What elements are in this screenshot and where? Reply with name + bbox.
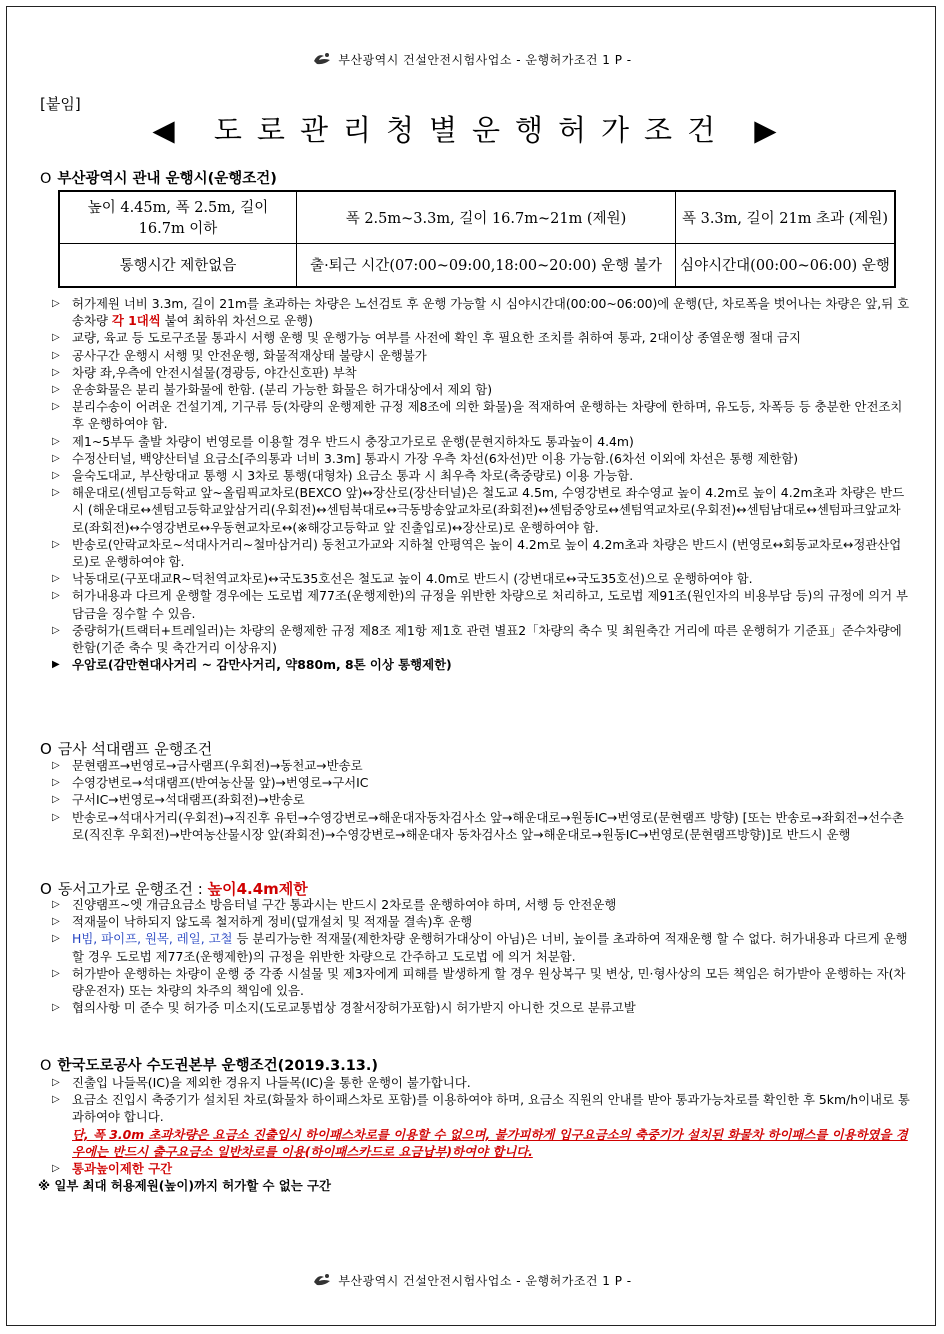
triangle-bullet-icon: ▷	[52, 1163, 60, 1175]
list-item	[52, 1126, 912, 1160]
triangle-bullet-icon: ▷	[52, 573, 60, 585]
item-text: 등 분리가능한 적재물(제한차량 운행허가대상이 아님)은 너비, 높이를 초과하여 적재운행 할 수 없다. 허가내용과 다르게 운행할 경우 도로법 제77조(운행제한)의 규정을 위반한 차량으로 간주하고 도로법 에 의거 처분함.	[72, 931, 908, 964]
triangle-bullet-icon: ▷	[52, 538, 60, 550]
permit-conditions-table	[58, 190, 896, 288]
item-text: ※ 일부 최대 허용제원(높이)까지 허가할 수 없는 구간	[38, 1178, 331, 1194]
item-text: 적재물이 낙하되지 않도록 철저하게 정비(덮개설치 및 적재물 결속)후 운행	[72, 914, 473, 930]
list-item	[52, 999, 912, 1016]
triangle-bullet-icon: ▷	[52, 470, 60, 482]
triangle-bullet-icon: ▷	[52, 1094, 60, 1106]
item-text: 공사구간 운행시 서행 및 안전운행, 화물적재상태 불량시 운행불가	[72, 347, 427, 363]
triangle-bullet-icon: ▷	[52, 624, 60, 636]
triangle-bullet-icon: ▷	[52, 452, 60, 464]
section2-heading	[40, 738, 212, 759]
section1-heading	[40, 167, 277, 188]
warning-text: 단, 폭 3.0m 초과차량은 요금소 진출입시 하이패스차로를 이용할 수 없으며, 불가피하게 입구요금소의 축중기가 설치된 화물차 하이패스를 이용하였을 경우에는 반드시 출구요금소 일반차로를 이용(하이패스카드로 요금납부)하여야 합니다.	[72, 1126, 908, 1159]
busan-logo-icon	[312, 1273, 332, 1287]
list-item	[52, 450, 912, 467]
list-item	[52, 347, 912, 364]
section4-list	[38, 1074, 912, 1194]
item-text: 해운대로(센텀고등학교 앞~올림픽교차로(BEXCO 앞)↔장산로(장산터널)은 철도교 4.5m, 수영강변로 좌수영교 높이 4.2m로 높이 4.2m초과 차량은 반드시 (해운대로↔센텀고등학교앞삼거리(우회전)↔센텀북대로↔극동방송앞교차로(좌회전)↔센텀중앙로↔센텀역교차로(우회전)↔센텀남대로↔센텀파크앞교차로(좌회전)↔수영강변로↔우동현교차로↔(※해강고등학교 앞 진출입로)↔장산로)로 운행하여야 함.	[72, 485, 905, 535]
busan-logo-icon	[312, 52, 332, 66]
item-text: 구서IC→번영로→석대램프(좌회전)→반송로	[72, 792, 305, 808]
triangle-bullet-icon: ▷	[52, 366, 60, 378]
section4-heading	[40, 1054, 378, 1075]
section2-list	[52, 757, 912, 843]
page-title: ◀ 도로관리청별운행허가조건 ▶	[152, 113, 792, 147]
table-cell: 높이 4.45m, 폭 2.5m, 길이 16.7m 이하	[59, 191, 297, 243]
list-item	[52, 1074, 912, 1091]
list-item	[52, 398, 912, 432]
item-text: 허가제원 너비 3.3m, 길이 21m를 초과하는 차량은 노선검토 후 운행 가능할 시 심야시간대(00:00~06:00)에 운행(단, 차로폭을 벗어나는 차량은 앞,뒤 호송차량	[72, 296, 910, 329]
list-item	[52, 295, 912, 329]
item-text: 통과높이제한 구간	[72, 1161, 173, 1177]
item-text: 문현램프→번영로→금사램프(우회전)→동천교→반송로	[72, 758, 363, 773]
triangle-bullet-icon: ▷	[52, 384, 60, 396]
list-item	[52, 930, 912, 964]
item-highlight: H빔, 파이프, 원목, 레일, 고철	[72, 931, 233, 947]
triangle-bullet-icon: ▷	[52, 435, 60, 447]
triangle-bullet-icon: ▷	[52, 899, 60, 910]
section-mark: O	[40, 740, 52, 758]
list-item	[52, 433, 912, 450]
triangle-bullet-icon: ▷	[52, 332, 60, 344]
table-cell: 통행시간 제한없음	[59, 243, 297, 287]
list-item	[52, 1160, 912, 1177]
section1-list	[52, 295, 912, 673]
item-text: 교량, 육교 등 도로구조물 통과시 서행 운행 및 운행가능 여부를 사전에 확인 후 필요한 조치를 취하여 통과, 2대이상 종열운행 절대 금지	[72, 330, 801, 346]
triangle-bullet-icon: ▷	[52, 349, 60, 361]
triangle-bullet-icon: ▷	[52, 760, 60, 771]
section-title: 금사 석대램프 운행조건	[57, 740, 213, 758]
list-item	[52, 467, 912, 484]
triangle-bullet-icon: ▷	[52, 1077, 60, 1088]
item-text: 진출입 나들목(IC)을 제외한 경유지 나들목(IC)을 통한 운행이 불가합니다.	[72, 1075, 471, 1090]
list-item	[52, 622, 912, 656]
item-text: 제1~5부두 출발 차량이 번영로를 이용할 경우 반드시 충장고가로로 운행(문현지하차도 통과높이 4.4m)	[72, 433, 634, 449]
list-item	[52, 896, 912, 913]
section-title: 한국도로공사 수도권본부 운행조건(2019.3.13.)	[57, 1058, 379, 1074]
item-text: 분리수송이 어려운 건설기계, 기구류 등(차량의 운행제한 규정 제8조에 의한 화물)을 적재하여 운행하는 차량에 한하며, 유도등, 차폭등 등 충분한 안전조치 후 운행하여야 함.	[72, 399, 903, 432]
table-cell: 심야시간대(00:00~06:00) 운행	[676, 243, 896, 287]
item-text: 수정산터널, 백양산터널 요금소[주의통과 너비 3.3m] 통과시 가장 우측 차선(6차선)만 이용 가능함.(6차선 이외에 차선은 통행 제한함)	[72, 450, 799, 466]
list-item	[52, 809, 912, 843]
triangle-bullet-icon: ▷	[52, 933, 60, 945]
list-item	[52, 570, 912, 587]
section-mark: O	[40, 1058, 52, 1074]
list-item	[52, 329, 912, 346]
item-text: 협의사항 미 준수 및 허가증 미소지(도로교통법상 경찰서장허가포함)시 허가받지 아니한 것으로 분류고발	[72, 1000, 636, 1016]
attachment-label: [붙임]	[40, 95, 81, 113]
item-text: 운송화물은 분리 불가화물에 한함. (분리 가능한 화물은 허가대상에서 제외 함)	[72, 382, 493, 398]
item-text: 진양램프~엣 개금요금소 방음터널 구간 통과시는 반드시 2차로를 운행하여야 하며, 서행 등 안전운행	[72, 897, 617, 912]
item-text: 반송로→석대사거리(우회전)→직진후 유턴→수영강변로→해운대자동차검사소 앞→해운대로→원동IC→번영로(문현램프 방향) [또는 반송로→좌회전→선수촌로(직진후 우회전)→반여농산물시장 앞(좌회전)→수영강변로→해운대자 동차검사소 앞→해운대로→원동IC→번영로(문현램프방향)]로 반드시 운행	[72, 809, 904, 842]
list-item	[38, 1177, 912, 1194]
section3-list	[52, 896, 912, 1016]
height-limit-label: 높이4.4m제한	[207, 880, 308, 898]
item-text: 을숙도대교, 부산항대교 통행 시 3차로 통행(대형차) 요금소 통과 시 최우측 차로(축중량로) 이용 가능함.	[72, 468, 634, 484]
list-item	[52, 913, 912, 930]
triangle-bullet-icon: ▷	[52, 916, 60, 928]
header-text: 부산광역시 건설안전시험사업소 - 운행허가조건 1 P -	[338, 53, 632, 67]
list-item	[52, 381, 912, 398]
triangle-bullet-icon: ▷	[52, 967, 60, 979]
item-text: 반송로(안락교차로~석대사거리~철마삼거리) 동천고가교와 지하철 안평역은 높이 4.2m로 높이 4.2m초과 차량은 반드시 (번영로↔회동교차로↔정관산업로)로 운행하여야 함.	[72, 536, 902, 570]
item-text: 요금소 진입시 축중기가 설치된 차로(화물차 하이패스차로 포함)를 이용하여야 하며, 요금소 직원의 안내를 받아 통과가능차로를 확인한 후 5km/h이내로 통과하여야 합니다.	[72, 1092, 910, 1125]
item-text: 차량 좌,우측에 안전시설물(경광등, 야간신호판) 부착	[72, 364, 357, 380]
section-mark: O	[40, 880, 52, 898]
item-text: 붙여 최하위 차선으로 운행)	[160, 313, 313, 329]
section-title: 동서고가로 운행조건 :	[57, 880, 208, 898]
footer-text: 부산광역시 건설안전시험사업소 - 운행허가조건 1 P -	[338, 1274, 632, 1288]
item-text: 중량허가(트랙터+트레일러)는 차량의 운행제한 규정 제8조 제1항 제1호 관련 별표2「차량의 축수 및 최원축간 거리에 따른 운행허가 기준표」준수차량에 한함(기준 축수 및 축간거리 이상유지)	[72, 622, 902, 656]
list-item	[52, 1091, 912, 1125]
triangle-bullet-icon: ▷	[52, 298, 60, 309]
table-cell: 폭 3.3m, 길이 21m 초과 (제원)	[676, 191, 896, 243]
list-item	[52, 965, 912, 999]
list-item	[52, 484, 912, 536]
item-text: 허가내용과 다르게 운행할 경우에는 도로법 제77조(운행제한)의 규정을 위반한 차량으로 처리하고, 도로법 제91조(원인자의 비용부담 등)의 규정에 의거 부담금을 징수할 수 있음.	[72, 588, 908, 621]
item-text: 수영강변로→석대램프(반여농산물 앞)→번영로→구서IC	[72, 775, 369, 791]
triangle-bullet-icon: ▷	[52, 401, 60, 413]
list-item	[52, 774, 912, 791]
item-text: 허가받아 운행하는 차량이 운행 중 각종 시설물 및 제3자에게 피해를 발생하게 할 경우 원상복구 및 변상, 민·형사상의 모든 책임은 허가받아 운행하는 자(차량운전자) 또는 차량의 차주의 책임에 있음.	[72, 965, 906, 999]
page-header	[0, 51, 944, 68]
triangle-bullet-icon: ▷	[52, 590, 60, 602]
item-highlight: 각 1대씩	[111, 313, 161, 329]
list-item	[52, 791, 912, 808]
triangle-bullet-icon: ▷	[52, 487, 60, 499]
section-mark: O	[40, 171, 52, 187]
list-item	[52, 587, 912, 621]
triangle-bullet-icon: ▷	[52, 1002, 60, 1014]
list-item	[52, 536, 912, 570]
list-item	[52, 757, 912, 774]
list-item	[52, 656, 912, 673]
item-text: 낙동대로(구포대교R~덕천역교차로)↔국도35호선은 철도교 높이 4.0m로 반드시 (강변대로↔국도35호선)으로 운행하여야 함.	[72, 571, 753, 587]
triangle-bullet-icon: ▷	[52, 794, 60, 806]
table-cell: 폭 2.5m~3.3m, 길이 16.7m~21m (제원)	[297, 191, 676, 243]
page-footer	[0, 1272, 944, 1289]
table-cell: 출·퇴근 시간(07:00~09:00,18:00~20:00) 운행 불가	[297, 243, 676, 287]
triangle-bullet-icon: ▶	[52, 659, 60, 671]
triangle-bullet-icon: ▷	[52, 811, 60, 823]
section-title: 부산광역시 관내 운행시(운행조건)	[57, 171, 277, 187]
triangle-bullet-icon: ▷	[52, 777, 60, 789]
list-item	[52, 364, 912, 381]
item-text: 우암로(감만현대사거리 ~ 감만사거리, 약880m, 8톤 이상 통행제한)	[72, 657, 452, 673]
